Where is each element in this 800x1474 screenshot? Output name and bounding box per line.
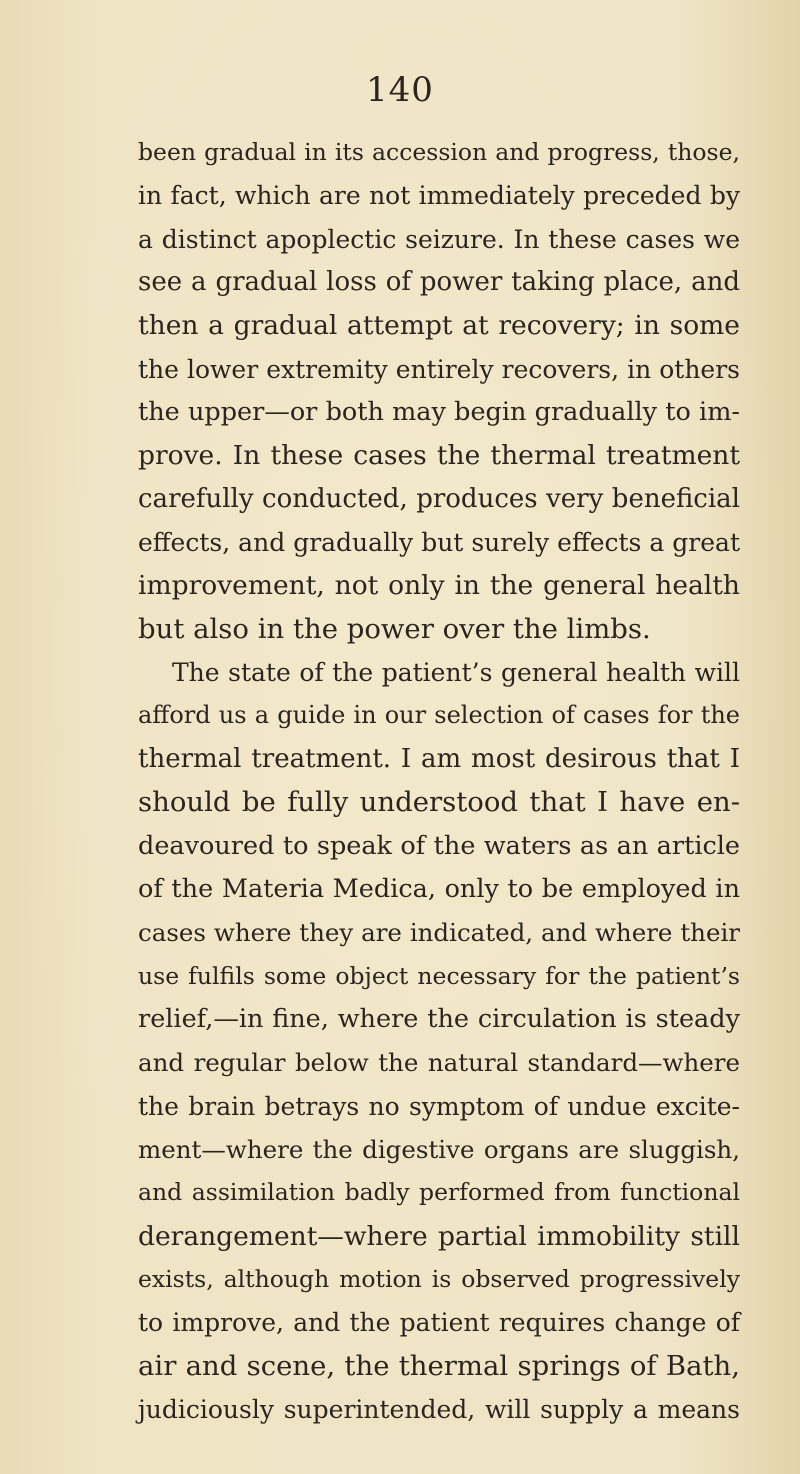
text-line: should be fully understood that I have en-: [138, 786, 740, 819]
text-line: derangement—where partial immobility still: [138, 1220, 740, 1252]
body-text: [138, 131, 740, 1431]
text-line: in fact, which are not immediately preceded by: [138, 181, 740, 211]
text-line: the brain betrays no symptom of undue excite-: [138, 1091, 740, 1121]
text-line: relief,—in fine, where the circulation is steady: [138, 1003, 740, 1034]
paragraph-start-line: The state of the patient’s general health will: [172, 658, 740, 688]
paragraph-end-line: but also in the power over the limbs.: [138, 612, 651, 645]
text-line: prove. In these cases the thermal treatment: [138, 440, 740, 472]
text-line: and regular below the natural standard—where: [138, 1048, 740, 1078]
text-line: exists, although motion is observed progressively: [138, 1264, 740, 1293]
text-line: effects, and gradually but surely effects a great: [138, 528, 740, 558]
text-line: use fulfils some object necessary for the patient’s: [138, 961, 740, 990]
text-line: deavoured to speak of the waters as an article: [138, 830, 740, 861]
text-line: been gradual in its accession and progress, those,: [138, 138, 740, 166]
text-line: then a gradual attempt at recovery; in some: [138, 310, 740, 342]
text-line: to improve, and the patient requires change of: [138, 1308, 740, 1338]
text-line: of the Materia Medica, only to be employed in: [138, 873, 740, 904]
text-line: the lower extremity entirely recovers, in others: [138, 354, 740, 384]
text-line: afford us a guide in our selection of cases for the: [138, 701, 740, 730]
text-line: see a gradual loss of power taking place, and: [138, 267, 740, 298]
text-line: the upper—or both may begin gradually to im-: [138, 397, 740, 428]
text-line: carefully conducted, produces very beneficial: [138, 483, 740, 514]
text-line: air and scene, the thermal springs of Bath,: [138, 1349, 740, 1382]
text-line: cases where they are indicated, and where their: [138, 918, 740, 948]
page-number: 140: [366, 70, 434, 110]
text-line: judiciously superintended, will supply a means: [138, 1394, 740, 1424]
text-line: thermal treatment. I am most desirous that I: [138, 743, 740, 774]
text-line: improvement, not only in the general health: [138, 570, 740, 602]
text-line: ment—where the digestive organs are sluggish,: [138, 1134, 740, 1164]
text-line: a distinct apoplectic seizure. In these cases we: [138, 224, 740, 254]
text-line: and assimilation badly performed from functional: [138, 1178, 740, 1207]
